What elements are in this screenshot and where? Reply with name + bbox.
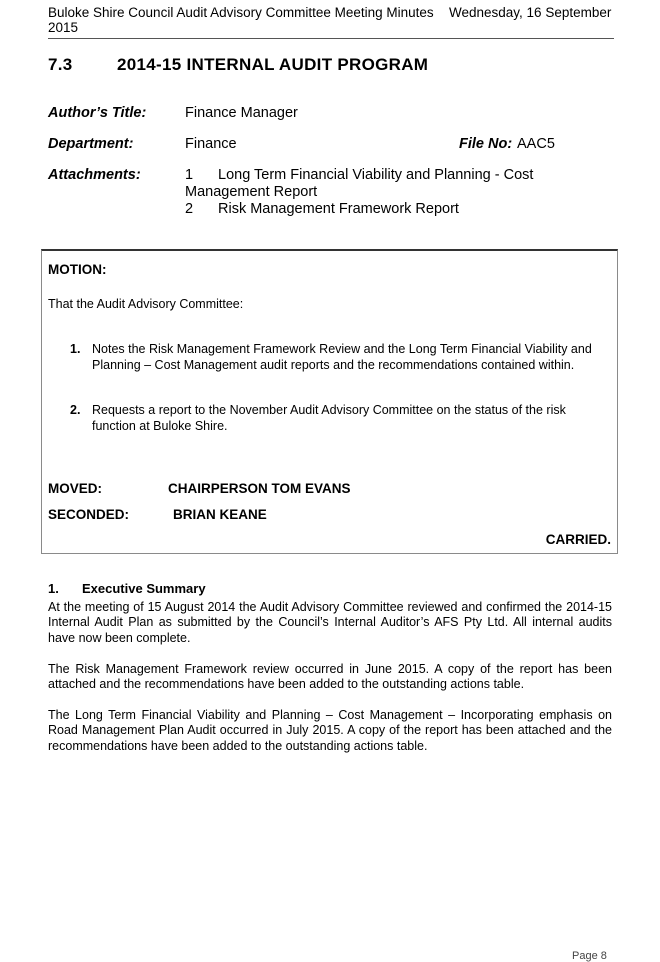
summary-paragraph-2: The Risk Management Framework review occurred in June 2015. A copy of the report has been attached and the recommendations have been added to the outstanding actions table. — [48, 662, 612, 692]
seconded-label: SECONDED: — [48, 507, 130, 522]
attachment-text: Long Term Financial Viability and Planning - Cost Management Report — [185, 167, 534, 200]
page-number: Page 8 — [572, 950, 607, 962]
summary-paragraph-3: The Long Term Financial Viability and Planning – Cost Management – Incorporating emphasis on Road Management Plan Audit occurred in July 2015. A copy of the report has been attached and the recommendations have been added to the outstanding actions table. — [48, 708, 612, 753]
attachment-text: Risk Management Framework Report — [218, 201, 459, 217]
item-title: 2014-15 INTERNAL AUDIT PROGRAM — [117, 55, 429, 74]
motion-item-number: 1. — [70, 342, 81, 356]
page-header — [48, 5, 614, 39]
motion-intro: That the Audit Advisory Committee: — [48, 297, 244, 311]
section-number: 1. — [48, 581, 59, 596]
motion-heading: MOTION: — [48, 262, 107, 277]
motion-item-text: Notes the Risk Management Framework Review and the Long Term Financial Viability and Planning – Cost Management audit reports and the recommendations contained within. — [92, 342, 592, 372]
attachment-item-2 — [185, 201, 585, 218]
attachments-label: Attachments: — [48, 167, 141, 183]
header-date: Wednesday, 16 September — [449, 5, 612, 20]
attachment-number: 1 — [185, 167, 194, 183]
item-number: 7.3 — [48, 55, 73, 74]
department-label: Department: — [48, 136, 134, 152]
file-no-label: File No: — [459, 136, 513, 152]
section-title: Executive Summary — [82, 581, 206, 596]
section-heading — [48, 581, 206, 596]
motion-item-text: Requests a report to the November Audit Advisory Committee on the status of the risk function at Buloke Shire. — [92, 403, 566, 433]
attachment-item-1 — [185, 167, 585, 201]
department-value: Finance — [185, 136, 237, 152]
seconded-value: BRIAN KEANE — [173, 507, 267, 522]
attachment-number: 2 — [185, 201, 194, 217]
moved-value: CHAIRPERSON TOM EVANS — [168, 481, 351, 496]
motion-box — [41, 249, 618, 554]
author-label: Author’s Title: — [48, 105, 147, 121]
motion-item-number: 2. — [70, 403, 81, 417]
file-no-value: AAC5 — [517, 136, 555, 152]
carried-status: CARRIED. — [545, 532, 611, 547]
moved-label: MOVED: — [48, 481, 102, 496]
summary-paragraph-1: At the meeting of 15 August 2014 the Audit Advisory Committee reviewed and confirmed the 2014-15 Internal Audit Plan as submitted by the Council’s Internal Auditor’s AFS Pty Ltd. All internal audits have now been complete. — [48, 600, 612, 645]
header-meeting-title: Buloke Shire Council Audit Advisory Committee Meeting Minutes 2015 — [48, 5, 434, 35]
author-value: Finance Manager — [185, 105, 298, 121]
